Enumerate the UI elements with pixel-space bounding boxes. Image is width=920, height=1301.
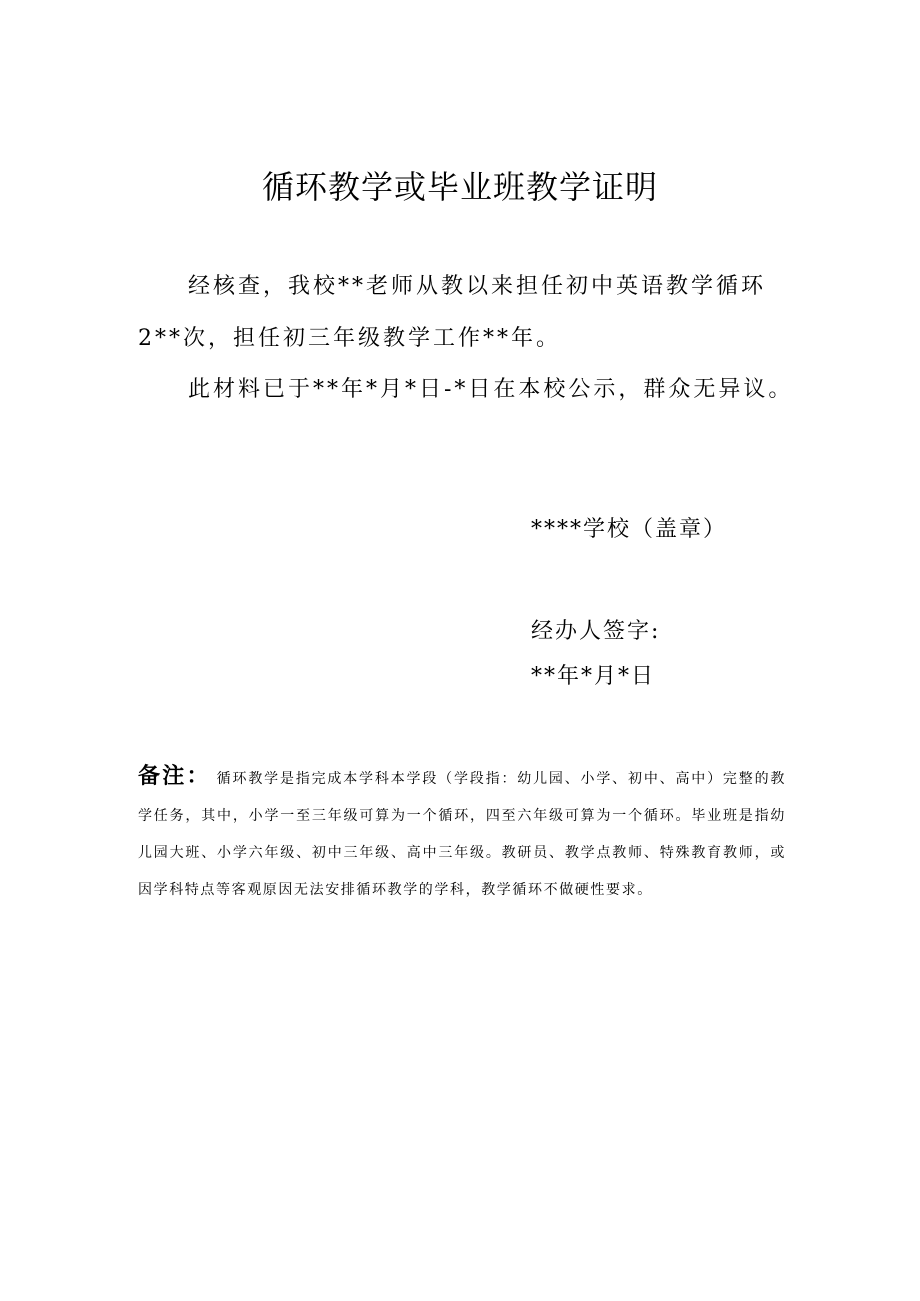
note-text: 循环教学是指完成本学科本学段（学段指：幼儿园、小学、初中、高中）完整的教学任务，其中，小学一至三年级可算为一个循环，四至六年级可算为一个循环。毕业班是指幼儿园大班、小学六年级、初中三年级、高中三年级。教研员、教学点教师、特殊教育教师，或因学科特点等客观原因无法安排循环教学的学科，教学循环不做硬性要求。: [138, 771, 786, 898]
signer-label: 经办人签字:: [531, 619, 661, 644]
certification-paragraph-line-2: 2**次，担任初三年级教学工作**年。: [138, 326, 561, 351]
certification-paragraph-line-1: 经核查，我校**老师从教以来担任初中英语教学循环: [188, 274, 767, 299]
school-stamp-line: ****学校（盖章）: [531, 517, 728, 542]
signing-date: **年*月*日: [531, 664, 656, 689]
note-label: 备注：: [138, 763, 211, 789]
note-block: [138, 758, 786, 909]
document-title: 循环教学或毕业班教学证明: [261, 168, 658, 206]
publicity-paragraph: 此材料已于**年*月*日-*日在本校公示，群众无异议。: [188, 377, 794, 402]
